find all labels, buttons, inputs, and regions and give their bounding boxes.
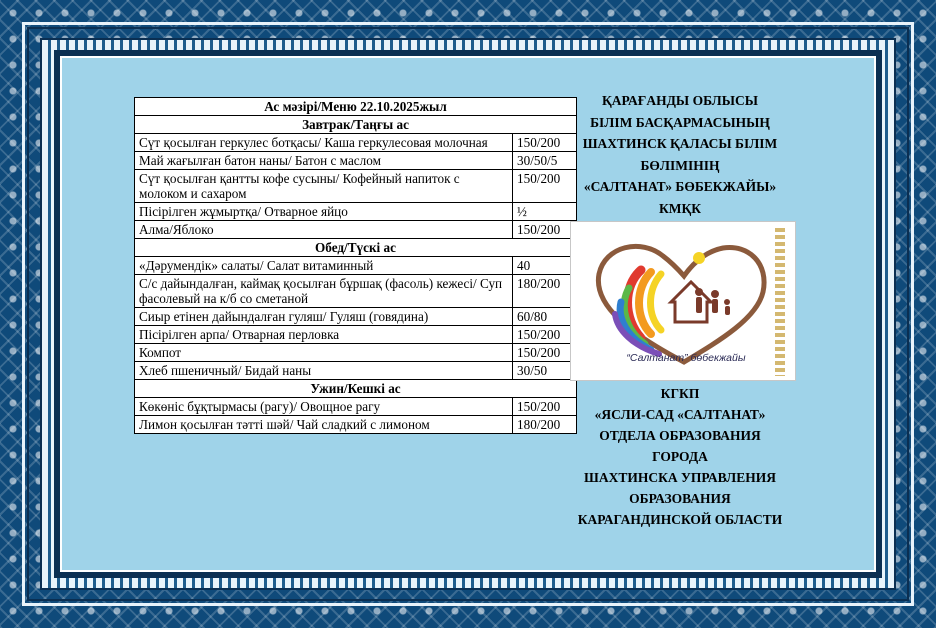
menu-portion: 150/200 [513,344,577,362]
menu-portion: 180/200 [513,416,577,434]
menu-table [134,97,577,434]
org-ru-line: ОТДЕЛА ОБРАЗОВАНИЯ [599,428,761,443]
menu-section-row [135,380,577,398]
menu-portion: 150/200 [513,398,577,416]
menu-dish: Сүт қосылған геркулес ботқасы/ Каша геркулесовая молочная [135,134,513,152]
ornament-strip [775,228,785,376]
menu-dish: Хлеб пшеничный/ Бидай наны [135,362,513,380]
menu-title: Ас мәзірі/Меню 22.10.2025жыл [135,98,577,116]
org-kz-line: «САЛТАНАТ» БӨБЕКЖАЙЫ» [583,179,777,194]
menu-item-row [135,257,577,275]
menu-dish: Сиыр етінен дайындалған гуляш/ Гуляш (говядина) [135,308,513,326]
menu-dish: Алма/Яблоко [135,221,513,239]
menu-item-row [135,203,577,221]
menu-dish: Пісірілген арпа/ Отварная перловка [135,326,513,344]
sun-icon [693,252,705,264]
menu-title-row [135,98,577,116]
house-icon [671,282,711,322]
menu-dish: Сүт қосылған қантты кофе сусыны/ Кофейный напиток с молоком и сахаром [135,170,513,203]
menu-item-row [135,398,577,416]
menu-dish: Компот [135,344,513,362]
org-ru-line: ОБРАЗОВАНИЯ [629,491,731,506]
swirl-yellow [651,274,662,330]
menu-dish: Май жағылған батон наны/ Батон с маслом [135,152,513,170]
menu-item-row [135,221,577,239]
org-ru-line: КАРАГАНДИНСКОЙ ОБЛАСТИ [577,512,783,527]
menu-item-row [135,170,577,203]
menu-portion: 30/50 [513,362,577,380]
menu-item-row [135,344,577,362]
menu-portion: 150/200 [513,326,577,344]
organization-name-russian [542,383,818,530]
org-kz-line: КМҚК [658,200,702,216]
menu-section-row [135,116,577,134]
org-ru-line: ГОРОДА [652,449,708,464]
menu-item-row [135,152,577,170]
menu-portion: 150/200 [513,134,577,152]
org-ru-line: ШАХТИНСКА УПРАВЛЕНИЯ [584,470,776,485]
kindergarten-logo [570,221,796,381]
menu-dish: «Дәрумендік» салаты/ Салат витаминный [135,257,513,275]
organization-name-kazakh [552,90,808,219]
menu-section-row [135,239,577,257]
org-ru-line: КГКП [660,386,700,401]
menu-section-heading: Обед/Түскі ас [135,239,577,257]
org-kz-line: БӨЛІМІНІҢ [640,157,720,173]
menu-portion: 150/200 [513,221,577,239]
menu-section-heading: Завтрак/Таңғы ас [135,116,577,134]
logo-caption: “Салтанат” бөбекжайы [626,352,746,364]
org-kz-line: БІЛІМ БАСҚАРМАСЫНЫҢ [590,114,770,130]
menu-item-row [135,308,577,326]
family-icon [695,288,730,315]
menu-dish: Көкөніс бұқтырмасы (рагу)/ Овощное рагу [135,398,513,416]
menu-dish: Пісірілген жұмыртқа/ Отварное яйцо [135,203,513,221]
menu-portion: 30/50/5 [513,152,577,170]
menu-item-row [135,362,577,380]
menu-portion: 60/80 [513,308,577,326]
menu-section-heading: Ужин/Кешкі ас [135,380,577,398]
org-ru-line: «ЯСЛИ-САД «САЛТАНАТ» [594,407,766,422]
menu-item-row [135,416,577,434]
menu-portion: 180/200 [513,275,577,308]
menu-item-row [135,275,577,308]
menu-dish: Лимон қосылған тәтті шәй/ Чай сладкий с лимоном [135,416,513,434]
org-kz-line: ШАХТИНСК ҚАЛАСЫ БІЛІМ [582,136,778,151]
menu-portion: 40 [513,257,577,275]
menu-dish: С/с дайындалған, каймақ қосылған бұршақ (фасоль) кежесі/ Суп фасолевый на к/б со сметаной [135,275,513,308]
menu-portion: 150/200 [513,170,577,203]
poster-content [60,56,876,572]
org-kz-line: ҚАРАҒАНДЫ ОБЛЫСЫ [602,93,758,108]
menu-item-row [135,326,577,344]
menu-item-row [135,134,577,152]
menu-portion: ½ [513,203,577,221]
